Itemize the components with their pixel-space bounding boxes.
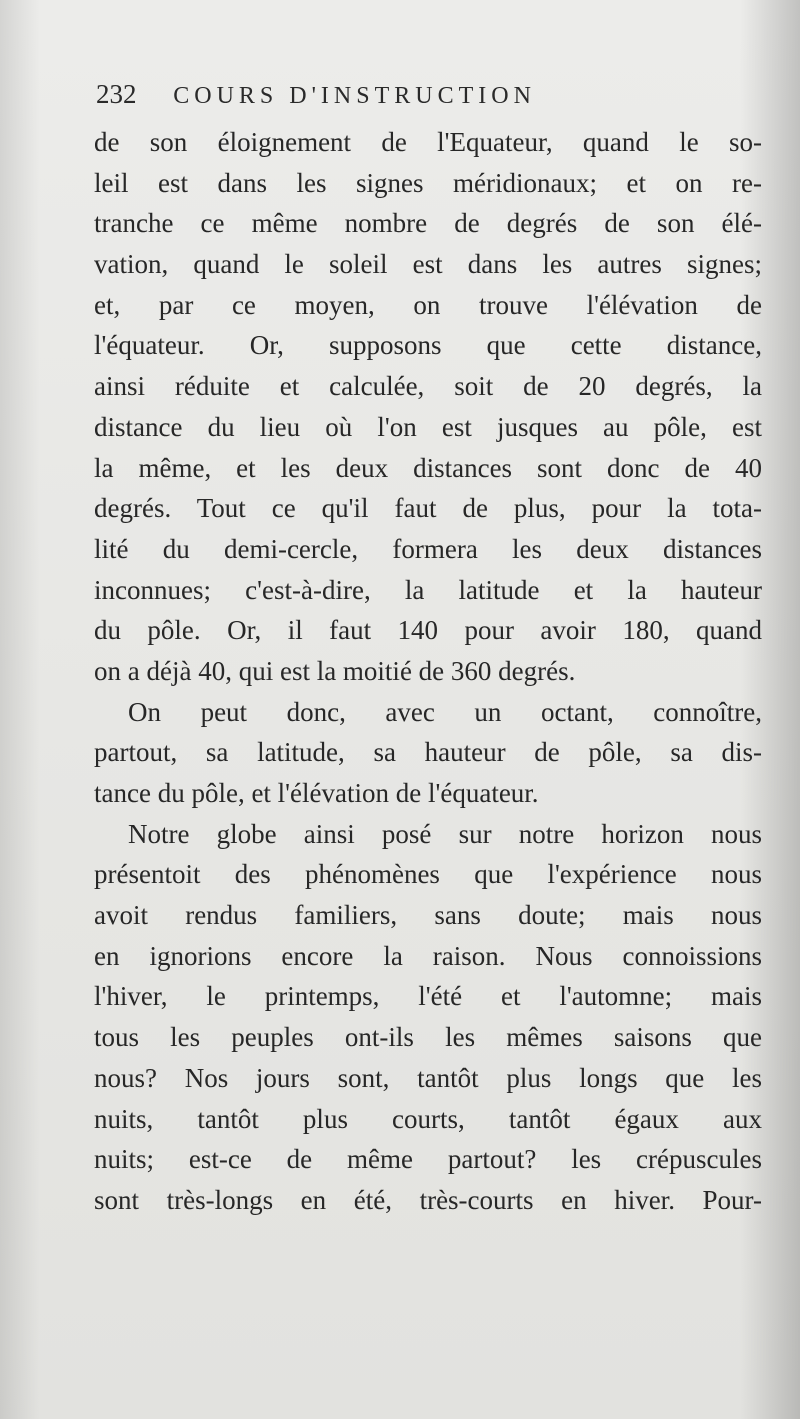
text-line: nous? Nos jours sont, tantôt plus longs que les (94, 1062, 762, 1093)
text-line: en ignorions encore la raison. Nous connoissions (94, 940, 762, 971)
text-line: tance du pôle, et l'élévation de l'équateur. (94, 778, 539, 808)
running-title: COURS D'INSTRUCTION (173, 83, 536, 109)
text-line: ainsi réduite et calculée, soit de 20 degrés, la (94, 371, 762, 402)
text-line: inconnues; c'est-à-dire, la latitude et la hauteur (94, 574, 762, 605)
text-line: vation, quand le soleil est dans les autres signes; (94, 249, 762, 280)
text-line: distance du lieu où l'on est jusques au pôle, est (94, 411, 762, 442)
text-line: on a déjà 40, qui est la moitié de 360 degrés. (94, 655, 576, 686)
page-number: 232 (96, 79, 137, 109)
paragraph-latitude-calculation (94, 122, 762, 692)
paragraph-seasons (94, 814, 762, 1221)
text-line: de son éloignement de l'Equateur, quand le so- (94, 127, 762, 157)
text-line: lité du demi-cercle, formera les deux distances (94, 533, 762, 564)
text-line: degrés. Tout ce qu'il faut de plus, pour la tota- (94, 493, 762, 524)
text-line: et, par ce moyen, on trouve l'élévation de (94, 289, 762, 320)
text-line: Notre globe ainsi posé sur notre horizon nous (128, 818, 762, 849)
text-line: tranche ce même nombre de degrés de son élé- (94, 208, 762, 239)
paragraph-octant (94, 692, 762, 814)
text-line: leil est dans les signes méridionaux; et on re- (94, 167, 762, 198)
text-line: la même, et les deux distances sont donc de 40 (94, 452, 762, 483)
text-line: l'équateur. Or, supposons que cette distance, (94, 330, 762, 361)
running-header (96, 74, 756, 114)
text-line: l'hiver, le printemps, l'été et l'automne; mais (94, 981, 762, 1012)
text-line: du pôle. Or, il faut 140 pour avoir 180, quand (94, 615, 762, 646)
body-text (94, 122, 762, 1221)
text-line: nuits, tantôt plus courts, tantôt égaux aux (94, 1103, 762, 1134)
text-line: présentoit des phénomènes que l'expérience nous (94, 859, 762, 890)
text-line: tous les peuples ont-ils les mêmes saisons que (94, 1022, 762, 1053)
text-line: nuits; est-ce de même partout? les crépuscules (94, 1144, 762, 1175)
text-line: avoit rendus familiers, sans doute; mais nous (94, 900, 762, 931)
text-line: partout, sa latitude, sa hauteur de pôle, sa dis- (94, 737, 762, 768)
text-line: On peut donc, avec un octant, connoître, (128, 696, 762, 727)
text-line: sont très-longs en été, très-courts en hiver. Pour- (94, 1184, 762, 1215)
